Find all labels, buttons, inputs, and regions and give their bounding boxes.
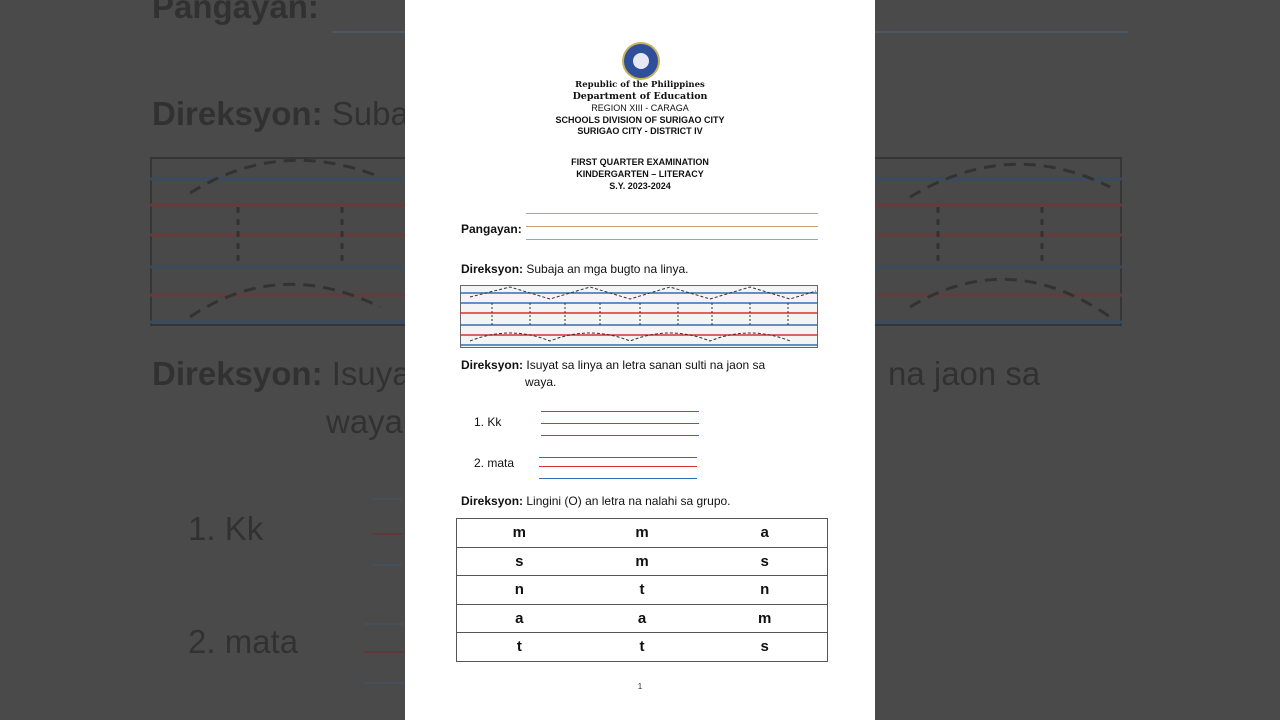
item-2-label: 2. mata [474,456,515,470]
table-row [457,519,828,548]
letter-cell[interactable]: m [582,519,703,548]
district-text: SURIGAO CITY - DISTRICT IV [577,126,703,136]
region-text: REGION XIII - CARAGA [591,103,689,113]
letter-cell[interactable]: a [582,604,703,633]
direction-2: Direksyon: Isuyat sa linya an letra sanan sulti na jaon sa [461,358,766,372]
letter-cell[interactable]: t [582,576,703,605]
direction-1: Direksyon: Subaja an mga bugto na linya. [461,262,689,276]
division-text: SCHOOLS DIVISION OF SURIGAO CITY [555,115,725,125]
letter-cell[interactable]: m [702,604,827,633]
letter-cell[interactable]: n [457,576,582,605]
name-line-top [526,213,818,214]
direction-2-continued: waya. [525,375,557,389]
tracing-lines-box [460,285,818,348]
letter-cell[interactable]: t [582,633,703,662]
table-row [457,633,828,662]
letter-cell[interactable]: t [457,633,582,662]
name-line-bottom [526,239,818,240]
exam-subject: KINDERGARTEN – LITERACY [576,169,704,179]
item-1-line-bottom [541,435,699,436]
direction-3: Direksyon: Lingini (O) an letra na nalahi sa grupo. [461,494,731,508]
letter-group-table [456,518,828,662]
letter-cell[interactable]: m [582,547,703,576]
letter-cell[interactable]: a [457,604,582,633]
item-2-line-middle [539,466,697,467]
department-text: Department of Education [572,91,708,102]
table-row [457,604,828,633]
exam-title: FIRST QUARTER EXAMINATION [571,157,709,167]
deped-seal-icon [624,44,658,78]
table-row [457,547,828,576]
item-1-line-top [541,411,699,412]
page-number: 1 [637,682,643,691]
letter-cell[interactable]: s [457,547,582,576]
item-2-line-bottom [539,478,697,479]
item-1-label: 1. Kk [474,415,502,429]
item-1-line-middle [541,423,699,424]
name-label: Pangayan: [461,222,522,236]
republic-text: Republic of the Philippines [575,80,705,90]
letter-cell[interactable]: a [702,519,827,548]
letter-cell[interactable]: m [457,519,582,548]
item-2-line-top [539,457,697,458]
letter-cell[interactable]: n [702,576,827,605]
letter-cell[interactable]: s [702,633,827,662]
exam-school-year: S.Y. 2023-2024 [609,181,671,191]
letter-cell[interactable]: s [702,547,827,576]
document-page [405,0,875,720]
name-line-middle [526,226,818,227]
table-row [457,576,828,605]
